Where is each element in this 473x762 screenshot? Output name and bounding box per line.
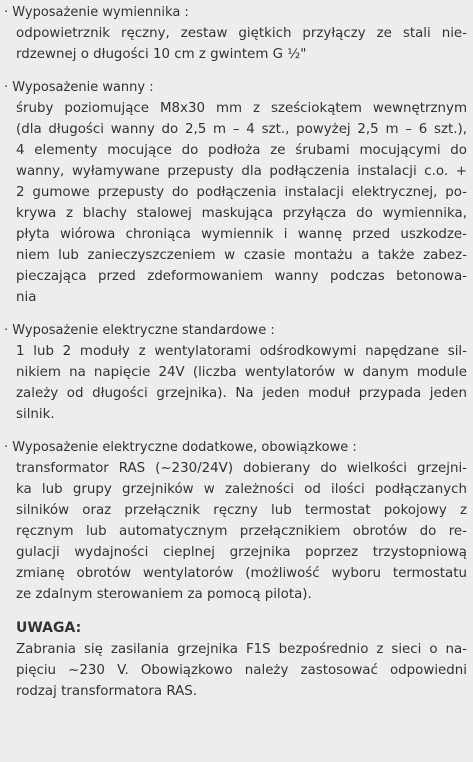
section-body xyxy=(16,458,467,605)
warning-note xyxy=(4,617,467,702)
text-line: silnik. xyxy=(16,407,55,422)
text-line: ka lub grupy grzejników w zależności od ilości podłączanych xyxy=(16,482,467,497)
text-line: (dla długości wanny do 2,5 m – 4 szt., powyżej 2,5 m – 6 szt.), xyxy=(16,122,467,137)
text-line: silników oraz przełącznik ręczny lub termostat pokojowy z xyxy=(16,503,467,518)
section-body xyxy=(16,23,467,65)
text-line: 4 elementy mocujące do podłoża ze śrubami mocującymi do xyxy=(16,143,467,158)
text-line: ze zdalnym sterowaniem za pomocą pilota). xyxy=(16,587,312,602)
text-line: niem lub zanieczyszczeniem w czasie montażu a także zabez- xyxy=(16,248,467,263)
text-line: krywa z blachy stalowej maskująca przyłącza do wymiennika, xyxy=(16,206,467,221)
section-title: · Wyposażenie elektryczne dodatkowe, obowiązkowe : xyxy=(4,440,357,455)
warning-body xyxy=(16,639,467,702)
section-body xyxy=(16,341,467,425)
section-title: · Wyposażenie wanny : xyxy=(4,80,154,95)
text-line: odpowietrznik ręczny, zestaw giętkich przyłączy ze stali nie- xyxy=(16,26,467,41)
warning-title: UWAGA: xyxy=(16,620,82,636)
text-line: pieczająca przed zdeformowaniem wanny podczas betonowa- xyxy=(16,269,467,284)
text-line: nia xyxy=(16,290,37,305)
text-line: płyta wiórowa chroniąca wymiennik i wannę przed uszkodze- xyxy=(16,227,467,242)
section-title: · Wyposażenie elektryczne standardowe : xyxy=(4,323,275,338)
text-line: śruby poziomujące M8x30 mm z sześciokątem wewnętrznym xyxy=(16,101,467,116)
text-line: rodzaj transformatora RAS. xyxy=(16,684,198,699)
section-body xyxy=(16,98,467,308)
text-line: Zabrania się zasilania grzejnika F1S bezpośrednio z sieci o na- xyxy=(16,642,467,657)
text-line: 1 lub 2 moduły z wentylatorami odśrodkowymi napędzane sil- xyxy=(16,344,467,359)
text-line: pięciu ~230 V. Obowiązkowo należy zastosować odpowiedni xyxy=(16,663,467,678)
text-line: 2 gumowe przepusty do podłączenia instalacji elektrycznej, po- xyxy=(16,185,467,200)
section-title: · Wyposażenie wymiennika : xyxy=(4,5,189,20)
text-line: transformator RAS (~230/24V) dobierany do wielkości grzejni- xyxy=(16,461,467,476)
text-line: gulacji wydajności cieplnej grzejnika poprzez trzystopniową xyxy=(16,545,467,560)
text-line: nikiem na napięcie 24V (liczba wentylatorów w danym module xyxy=(16,365,467,380)
text-line: zależy od długości grzejnika). Na jeden moduł przypada jeden xyxy=(16,386,467,401)
section-additional-electrical-equipment xyxy=(4,437,467,605)
section-exchanger-equipment xyxy=(4,2,467,65)
text-line: rdzewnej o długości 10 cm z gwintem G ½" xyxy=(16,47,307,62)
text-line: wanny, wyłamywane przepusty dla podłączenia instalacji c.o. + xyxy=(16,164,467,179)
section-tub-equipment xyxy=(4,77,467,308)
text-line: ręcznym lub automatycznym przełącznikiem obrotów do re- xyxy=(16,524,467,539)
text-line: zmianę obrotów wentylatorów (możliwość wyboru termostatu xyxy=(16,566,467,581)
section-standard-electrical-equipment xyxy=(4,320,467,425)
